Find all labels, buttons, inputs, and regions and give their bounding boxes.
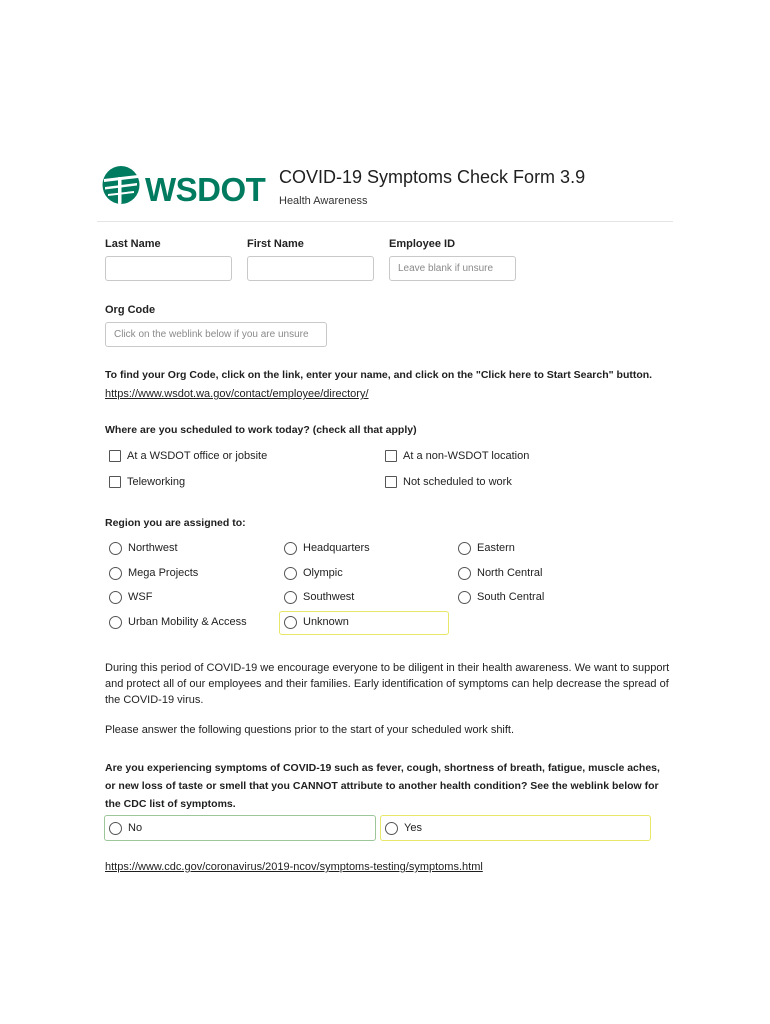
option-label: Not scheduled to work bbox=[403, 476, 512, 488]
option-label: At a WSDOT office or jobsite bbox=[127, 450, 268, 462]
symptoms-option-yes[interactable] bbox=[385, 818, 422, 838]
org-code-instructions: To find your Org Code, click on the link, enter your name, and click on the "Click here to Start Search" button. bbox=[105, 369, 653, 381]
option-label: Northwest bbox=[128, 542, 178, 554]
region-option-north-central[interactable] bbox=[458, 563, 542, 583]
intro-paragraph: During this period of COVID-19 we encourage everyone to be diligent in their health awareness. We want to support and protect all of our employees and their families. Early identification of symptoms can help decrease the spread of the COVID-19 virus. bbox=[105, 662, 670, 706]
org-code-field[interactable] bbox=[105, 322, 327, 347]
option-label: At a non-WSDOT location bbox=[403, 450, 530, 462]
first-name-label: First Name bbox=[247, 238, 304, 250]
employee-directory-link[interactable]: https://www.wsdot.wa.gov/contact/employee/directory/ bbox=[105, 388, 369, 400]
checkbox[interactable] bbox=[109, 476, 121, 488]
header-divider bbox=[97, 221, 673, 222]
option-label: Mega Projects bbox=[128, 567, 199, 579]
logo-wordmark: WSDOT bbox=[145, 171, 266, 206]
region-option-unknown[interactable] bbox=[284, 612, 349, 632]
region-option-urban-mobility[interactable] bbox=[109, 612, 247, 632]
region-option-south-central[interactable] bbox=[458, 587, 544, 607]
region-option-headquarters[interactable] bbox=[284, 538, 370, 558]
last-name-field[interactable] bbox=[105, 256, 232, 281]
work-location-option-wsdot-office[interactable] bbox=[109, 446, 267, 466]
option-label: No bbox=[128, 822, 143, 834]
radio[interactable] bbox=[109, 567, 122, 580]
radio[interactable] bbox=[458, 567, 471, 580]
wsdot-logo-icon bbox=[102, 164, 270, 206]
form-title: COVID-19 Symptoms Check Form 3.9 bbox=[279, 167, 586, 187]
region-option-mega-projects[interactable] bbox=[109, 563, 198, 583]
cdc-symptoms-link[interactable]: https://www.cdc.gov/coronavirus/2019-ncov/symptoms-testing/symptoms.html bbox=[105, 861, 483, 873]
work-location-option-teleworking[interactable] bbox=[109, 472, 185, 492]
radio[interactable] bbox=[109, 822, 122, 835]
form-subtitle: Health Awareness bbox=[279, 195, 368, 207]
region-option-northwest[interactable] bbox=[109, 538, 178, 558]
option-label: North Central bbox=[477, 567, 543, 579]
option-label: Yes bbox=[404, 822, 422, 834]
option-label: Headquarters bbox=[303, 542, 370, 554]
work-location-option-not-scheduled[interactable] bbox=[385, 472, 512, 492]
checkbox[interactable] bbox=[385, 476, 397, 488]
first-name-field[interactable] bbox=[247, 256, 374, 281]
region-question: Region you are assigned to: bbox=[105, 517, 246, 529]
symptoms-question: Are you experiencing symptoms of COVID-19 such as fever, cough, shortness of breath, fatigue, muscle aches, or new loss of taste or smell that you CANNOT attribute to another health condition? See the weblink below for the CDC list of symptoms. bbox=[105, 762, 660, 810]
option-label: Eastern bbox=[477, 542, 515, 554]
checkbox[interactable] bbox=[385, 450, 397, 462]
radio[interactable] bbox=[109, 591, 122, 604]
checkbox[interactable] bbox=[109, 450, 121, 462]
work-location-option-non-wsdot[interactable] bbox=[385, 446, 529, 466]
symptoms-option-no-box bbox=[104, 815, 376, 841]
radio[interactable] bbox=[458, 542, 471, 555]
region-option-wsf[interactable] bbox=[109, 587, 152, 607]
last-name-label: Last Name bbox=[105, 238, 161, 250]
radio[interactable] bbox=[284, 542, 297, 555]
radio[interactable] bbox=[284, 567, 297, 580]
option-label: Olympic bbox=[303, 567, 343, 579]
option-label: Urban Mobility & Access bbox=[128, 616, 247, 628]
employee-id-label: Employee ID bbox=[389, 238, 456, 250]
org-code-label: Org Code bbox=[105, 304, 156, 316]
option-label: WSF bbox=[128, 591, 153, 603]
option-label: South Central bbox=[477, 591, 545, 603]
radio[interactable] bbox=[284, 616, 297, 629]
option-label: Unknown bbox=[303, 616, 349, 628]
region-option-eastern[interactable] bbox=[458, 538, 515, 558]
radio[interactable] bbox=[458, 591, 471, 604]
shift-instruction: Please answer the following questions prior to the start of your scheduled work shift. bbox=[105, 724, 515, 736]
work-location-question: Where are you scheduled to work today? (check all that apply) bbox=[105, 424, 417, 436]
option-label: Teleworking bbox=[127, 476, 186, 488]
radio[interactable] bbox=[284, 591, 297, 604]
radio[interactable] bbox=[109, 542, 122, 555]
option-label: Southwest bbox=[303, 591, 355, 603]
radio[interactable] bbox=[385, 822, 398, 835]
symptoms-option-no[interactable] bbox=[109, 818, 142, 838]
radio[interactable] bbox=[109, 616, 122, 629]
wsdot-logo bbox=[102, 164, 270, 206]
region-option-southwest[interactable] bbox=[284, 587, 354, 607]
region-option-olympic[interactable] bbox=[284, 563, 343, 583]
employee-id-field[interactable] bbox=[389, 256, 516, 281]
